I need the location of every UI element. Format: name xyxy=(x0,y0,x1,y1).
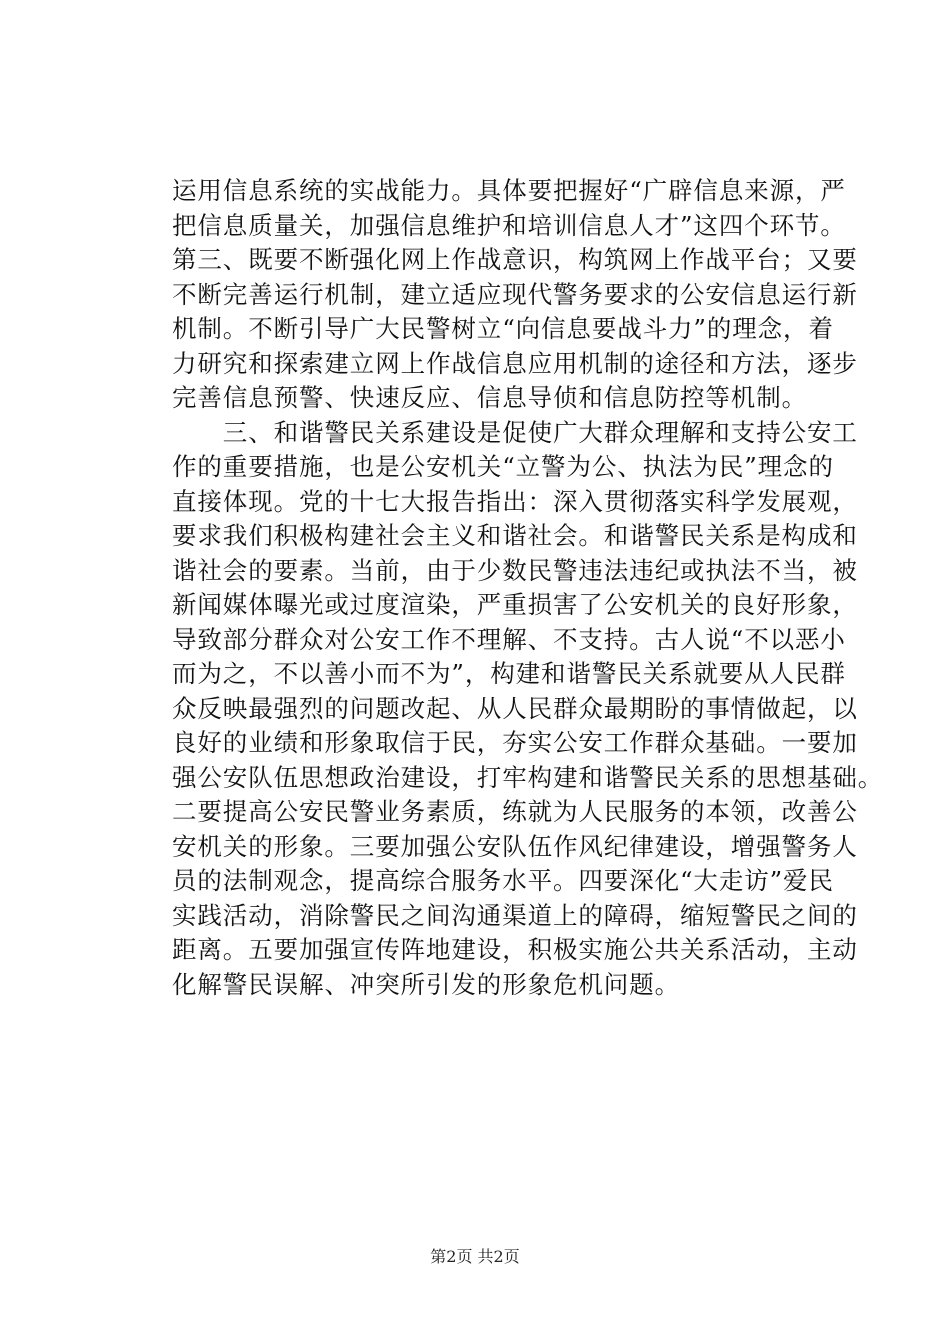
page-indicator: 第2页 共2页 xyxy=(430,1247,520,1266)
text-line: 导致部分群众对公安工作不理解、不支持。古人说“不以恶小 xyxy=(172,624,846,654)
text-line: 二要提高公安民警业务素质，练就为人民服务的本领，改善公 xyxy=(172,797,858,826)
text-line: 实践活动，消除警民之间沟通渠道上的障碍，缩短警民之间的 xyxy=(172,900,858,930)
text-line: 三、和谐警民关系建设是促使广大群众理解和支持公安工 xyxy=(172,417,858,447)
text-line: 运用信息系统的实战能力。具体要把握好“广辟信息来源，严 xyxy=(172,176,846,205)
body-text xyxy=(172,174,884,1002)
text-line: 距离。五要加强宣传阵地建设，积极实施公共关系活动，主动 xyxy=(172,935,858,964)
text-line: 直接体现。党的十七大报告指出：深入贯彻落实科学发展观， xyxy=(172,486,858,516)
text-line: 把信息质量关，加强信息维护和培训信息人才”这四个环节。 xyxy=(172,210,846,240)
text-line: 众反映最强烈的问题改起、从人民群众最期盼的事情做起，以 xyxy=(172,693,858,723)
text-line: 完善信息预警、快速反应、信息导侦和信息防控等机制。 xyxy=(172,383,807,412)
text-line: 力研究和探索建立网上作战信息应用机制的途径和方法，逐步 xyxy=(172,348,858,378)
text-line: 谐社会的要素。当前，由于少数民警违法违纪或执法不当，被 xyxy=(172,555,858,585)
text-line: 机制。不断引导广大民警树立“向信息要战斗力”的理念，着 xyxy=(172,314,834,343)
text-line: 化解警民误解、冲突所引发的形象危机问题。 xyxy=(172,969,680,999)
text-line: 良好的业绩和形象取信于民，夯实公安工作群众基础。一要加 xyxy=(172,728,858,757)
text-line: 新闻媒体曝光或过度渲染，严重损害了公安机关的良好形象， xyxy=(172,590,858,619)
text-line: 作的重要措施，也是公安机关“立警为公、执法为民”理念的 xyxy=(172,452,834,481)
text-line: 而为之，不以善小而不为”，构建和谐警民关系就要从人民群 xyxy=(172,659,846,688)
text-line: 员的法制观念，提高综合服务水平。四要深化“大走访”爱民 xyxy=(172,866,834,895)
text-line: 不断完善运行机制，建立适应现代警务要求的公安信息运行新 xyxy=(172,279,858,309)
text-line: 安机关的形象。三要加强公安队伍作风纪律建设，增强警务人 xyxy=(172,831,858,861)
text-line: 第三、既要不断强化网上作战意识，构筑网上作战平台；又要 xyxy=(172,245,858,274)
text-line: 要求我们积极构建社会主义和谐社会。和谐警民关系是构成和 xyxy=(172,521,858,550)
page-footer xyxy=(0,1244,950,1267)
text-line: 强公安队伍思想政治建设，打牢构建和谐警民关系的思想基础。 xyxy=(172,762,884,792)
